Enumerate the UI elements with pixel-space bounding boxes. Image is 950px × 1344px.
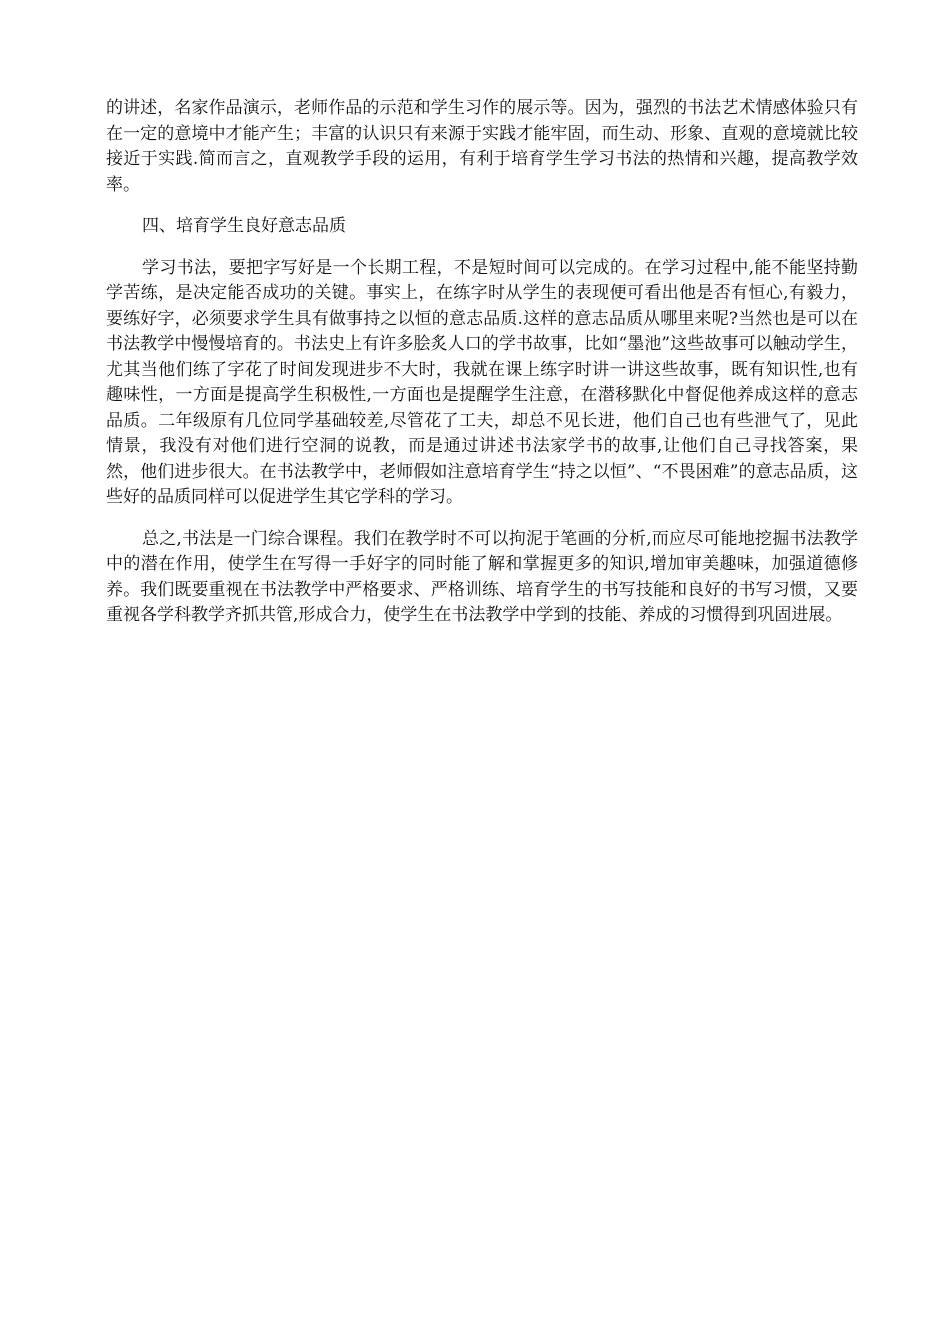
paragraph-intuitive-teaching: 的讲述，名家作品演示，老师作品的示范和学生习作的展示等。因为，强烈的书法艺术情感体验只有在一定的意境中才能产生；丰富的认识只有来源于实践才能牢固，而生动、形象、直观的意境就比较接近于实践.简而言之，直观教学手段的运用，有利于培育学生学习书法的热情和兴趣，提高教学效率。 [106, 98, 858, 195]
document-page [106, 96, 858, 629]
paragraph-conclusion: 总之,书法是一门综合课程。我们在教学时不可以拘泥于笔画的分析,而应尽可能地挖掘书法教学中的潜在作用，使学生在写得一手好字的同时能了解和掌握更多的知识,增加审美趣味，加强道德修养。我们既要重视在书法教学中严格要求、严格训练、培育学生的书写技能和良好的书写习惯，又要重视各学科教学齐抓共管,形成合力，使学生在书法教学中学到的技能、养成的习惯得到巩固进展。 [106, 528, 858, 625]
paragraph-willpower: 学习书法，要把字写好是一个长期工程，不是短时间可以完成的。在学习过程中,能不能坚持勤学苦练，是决定能否成功的关键。事实上，在练字时从学生的表现便可看出他是否有恒心,有毅力，要练好字，必须要求学生具有做事持之以恒的意志品质.这样的意志品质从哪里来呢?当然也是可以在书法教学中慢慢培育的。书法史上有许多脍炙人口的学书故事，比如“墨池”这些故事可以触动学生，尤其当他们练了字花了时间发现进步不大时，我就在课上练字时讲一讲这些故事，既有知识性,也有趣味性，一方面是提高学生积极性,一方面也是提醒学生注意，在潜移默化中督促他养成这样的意志品质。二年级原有几位同学基础较差,尽管花了工夫，却总不见长进，他们自己也有些泄气了，见此情景，我没有对他们进行空洞的说教，而是通过讲述书法家学书的故事,让他们自己寻找答案，果然，他们进步很大。在书法教学中，老师假如注意培育学生“持之以恒”、“不畏困难”的意志品质，这些好的品质同样可以促进学生其它学科的学习。 [106, 257, 858, 507]
section-heading-four: 四、培育学生良好意志品质 [142, 216, 346, 236]
